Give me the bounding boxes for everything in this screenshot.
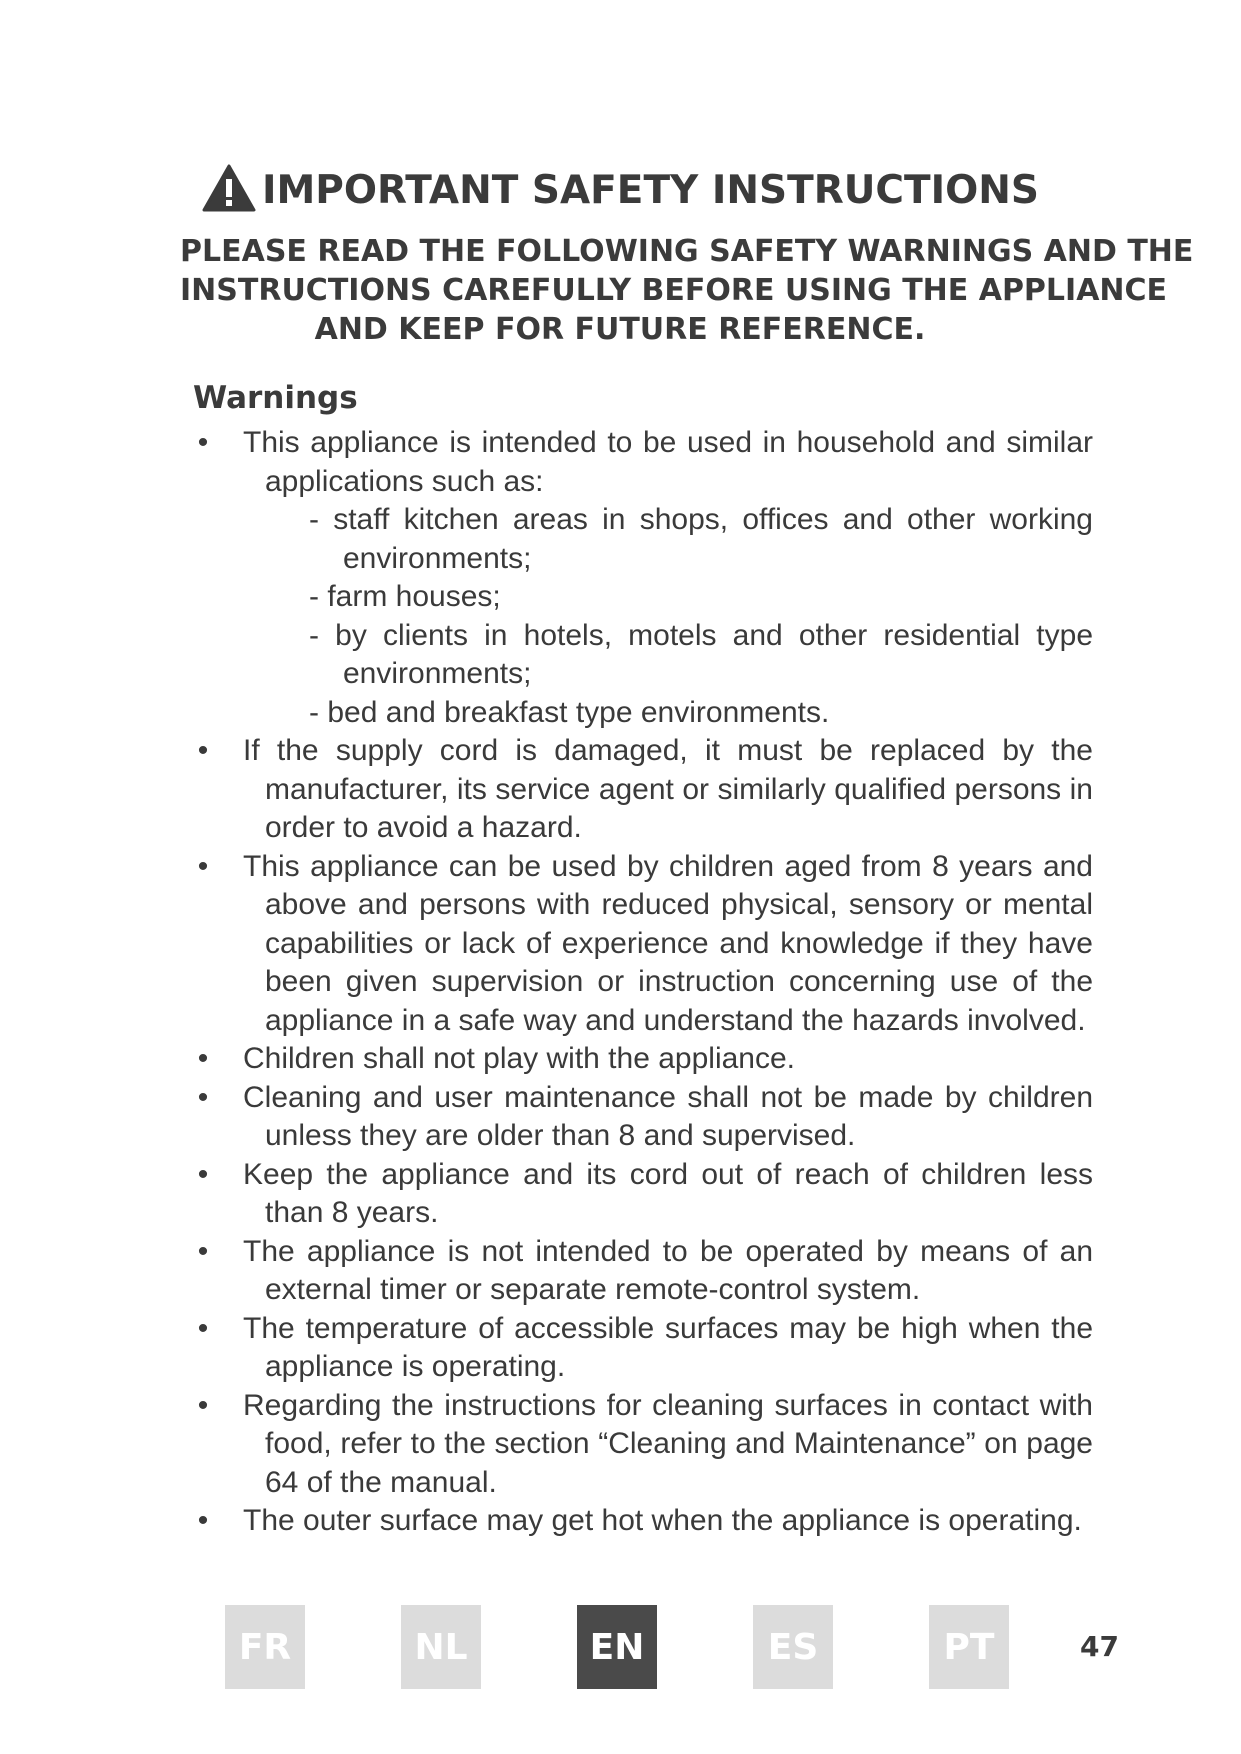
page-title: IMPORTANT SAFETY INSTRUCTIONS [261, 167, 1040, 213]
list-item-text: Children shall not play with the appliance. [243, 1042, 795, 1075]
sub-list-item-text: - farm houses; [309, 580, 501, 613]
language-tab-nl[interactable]: NL [401, 1605, 481, 1689]
subtitle-line: INSTRUCTIONS CAREFULLY BEFORE USING THE APPLIANCE [180, 273, 1168, 308]
list-item-text: This appliance can be used by children aged from 8 years and above and persons with reduced physical, sensory or mental capabilities or lack of experience and knowledge if they have been given supervision or instruction concerning use of the appliance in a safe way and understand the hazards involved. [243, 849, 1093, 1037]
list-item [193, 848, 1093, 1041]
subtitle-line: AND KEEP FOR FUTURE REFERENCE. [314, 312, 926, 347]
bullet-dot: • [197, 1388, 209, 1422]
bullet-dot: • [197, 849, 209, 883]
warnings-heading: Warnings [193, 380, 358, 416]
language-tab-en[interactable]: EN [577, 1605, 657, 1689]
language-tabs [0, 1605, 1241, 1689]
list-item-text: Keep the appliance and its cord out of reach of children less than 8 years. [243, 1157, 1093, 1229]
list-item-text: The appliance is not intended to be operated by means of an external timer or separate remote-control system. [243, 1234, 1093, 1306]
title-row [0, 160, 1241, 220]
list-item-text: The outer surface may get hot when the appliance is operating. [243, 1504, 1082, 1537]
list-item [193, 1040, 1093, 1079]
bullet-dot: • [197, 1080, 209, 1114]
list-item [193, 732, 1093, 848]
bullet-dot: • [197, 734, 209, 767]
language-tab-es[interactable]: ES [753, 1605, 833, 1689]
page-subtitle [180, 232, 1194, 349]
sub-list-item-text: - bed and breakfast type environments. [309, 695, 830, 729]
list-item-text: The temperature of accessible surfaces may be high when the appliance is operating. [243, 1311, 1093, 1383]
bullet-dot: • [197, 1157, 209, 1191]
bullet-dot: • [197, 1234, 209, 1268]
warning-triangle-icon [202, 164, 256, 212]
bullet-dot: • [197, 1504, 209, 1537]
sub-list-item [193, 694, 1093, 733]
list-item-text: Cleaning and user maintenance shall not be made by children unless they are older than 8 and supervised. [243, 1080, 1093, 1152]
list-item [193, 1079, 1093, 1156]
language-tab-pt[interactable]: PT [929, 1605, 1009, 1689]
bullet-dot: • [197, 1311, 209, 1345]
sub-list-item-text: - staff kitchen areas in shops, offices and other working environments; [309, 503, 1093, 575]
list-item-text: This appliance is intended to be used in household and similar applications such as: [243, 426, 1093, 498]
language-tab-fr[interactable]: FR [225, 1605, 305, 1689]
sub-list-item [193, 617, 1093, 694]
list-item [193, 1387, 1093, 1503]
sub-list-item [193, 578, 1093, 617]
bullet-dot: • [197, 426, 209, 459]
list-item [193, 424, 1093, 501]
list-item [193, 1502, 1093, 1541]
bullet-dot: • [197, 1042, 209, 1075]
subtitle-line: PLEASE READ THE FOLLOWING SAFETY WARNINGS AND THE [180, 234, 1194, 269]
list-item-text: Regarding the instructions for cleaning surfaces in contact with food, refer to the section “Cleaning and Maintenance” on page 64 of the manual. [243, 1388, 1093, 1499]
list-item-text: If the supply cord is damaged, it must be replaced by the manufacturer, its service agent or similarly qualified persons in order to avoid a hazard. [243, 734, 1093, 844]
list-item [193, 1233, 1093, 1310]
page-number: 47 [1080, 1630, 1119, 1663]
warnings-list [193, 424, 1093, 1541]
list-item [193, 1156, 1093, 1233]
list-item [193, 1310, 1093, 1387]
sub-list-item-text: - by clients in hotels, motels and other residential type environments; [309, 618, 1093, 690]
sub-list-item [193, 501, 1093, 578]
